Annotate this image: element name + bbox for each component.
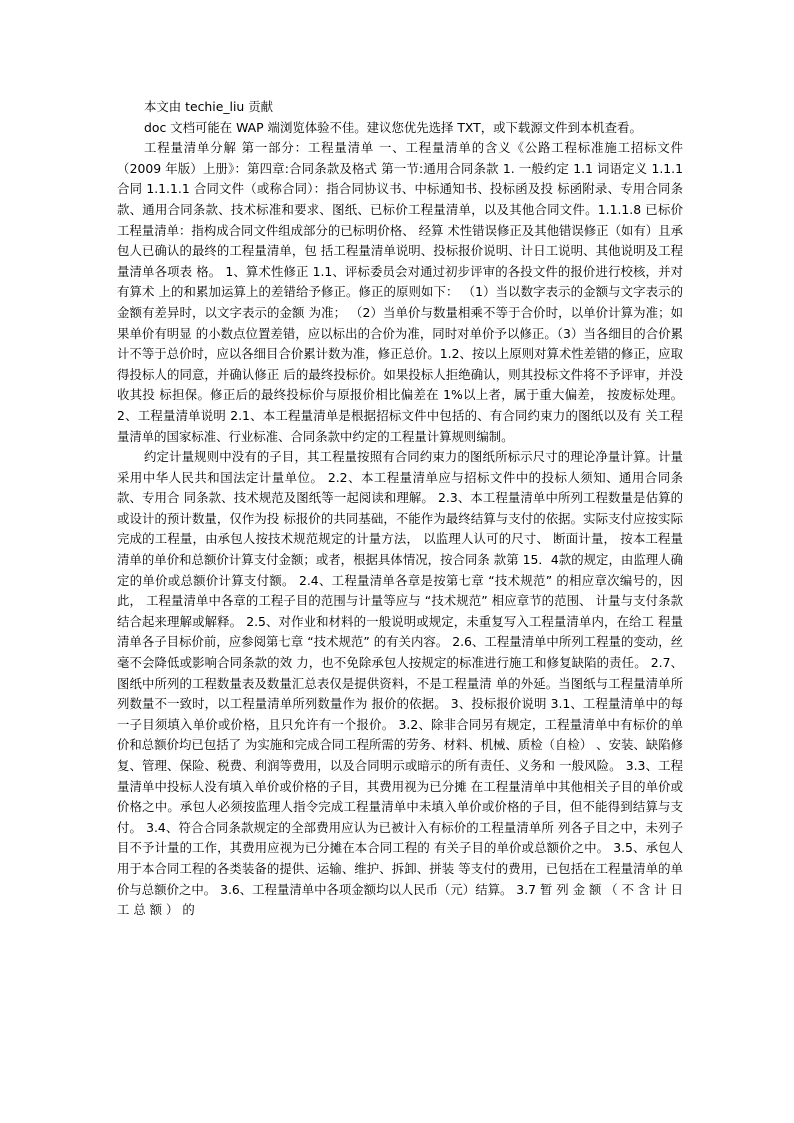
body-paragraph: 工程量清单分解 第一部分：工程量清单 一、工程量清单的含义《公路工程标准施工招标文件（2009 年版）上册》：第四章:合同条款及格式 第一节:通用合同条款 1. 一般约定 1.1 词语定义 1.1.1 合同 1.1.1.1 合同文件（或称合同）：指合同协议书、中标通知书、投标函及投 标函附录、专用合同条款、通用合同条款、技术标准和要求、图纸、已标价工程量清单，以及其他合同文件。1.1.1.8 已标价工程量清单：指构成合同文件组成部分的已标明价格、 经算 术性错误修正及其他错误修正（如有）且承包人已确认的最终的工程量清单，包 括工程量清单说明、投标报价说明、计日工说明、其他说明及工程量清单各项表 格。 1、算术性修正 1.1、评标委员会对通过初步评审的各投文件的报价进行校核，并对有算术 上的和累加运算上的差错给予修正。修正的原则如下： （1）当以数字表示的金额与文字表示的金额有差异时，以文字表示的金额 为准； （2）当单价与数量相乘不等于合价时，以单价计算为准；如果单价有明显 的小数点位置差错，应以标出的合价为准，同时对单价予以修正。（3）当各细目的合价累计不等于总价时，应以各细目合价累计数为准，修正总价。1.2、按以上原则对算术性差错的修正，应取得投标人的同意，并确认修正 后的最终投标价。如果投标人拒绝确认，则其投标文件将不予评审，并没收其投 标担保。修正后的最终投标价与原报价相比偏差在 1%以上者，属于重大偏差， 按废标处理。 2、工程量清单说明 2.1、本工程量清单是根据招标文件中包括的、有合同约束力的图纸以及有 关工程量清单的国家标准、行业标准、合同条款中约定的工程量计算规则编制。 — [117, 140, 683, 444]
document-body — [117, 97, 683, 921]
format-notice: doc 文档可能在 WAP 端浏览体验不佳。建议您优先选择 TXT，或下载源文件到本机查看。 — [144, 119, 642, 135]
body-paragraph: 约定计量规则中没有的子目，其工程量按照有合同约束力的图纸所标示尺寸的理论净量计算。计量采用中华人民共和国法定计量单位。 2.2、本工程量清单应与招标文件中的投标人须知、通用合同条款、专用合 同条款、技术规范及图纸等一起阅读和理解。 2.3、本工程量清单中所列工程数量是估算的或设计的预计数量，仅作为投 标报价的共同基础，不能作为最终结算与支付的依据。实际支付应按实际完成的工程量，由承包人按技术规范规定的计量方法， 以监理人认可的尺寸、 断面计量， 按本工程量清单的单价和总额价计算支付金额；或者，根据具体情况，按合同条 款第 15．4款的规定，由监理人确定的单价或总额价计算支付额。 2.4、工程量清单各章是按第七章 “技术规范” 的相应章次编号的，因此， 工程量清单中各章的工程子目的范围与计量等应与 “技术规范” 相应章节的范围、 计量与支付条款结合起来理解或解释。 2.5、对作业和材料的一般说明或规定，未重复写入工程量清单内，在给工 程量清单各子目标价前，应参阅第七章 “技术规范” 的有关内容。 2.6、工程量清单中所列工程量的变动，丝毫不会降低或影响合同条款的效 力，也不免除承包人按规定的标准进行施工和修复缺陷的责任。 2.7、图纸中所列的工程数量表及数量汇总表仅是提供资料，不是工程量清 单的外延。当图纸与工程量清单所列数量不一致时，以工程量清单所列数量作为 报价的依据。 3、投标报价说明 3.1、工程量清单中的每一子目须填入单价或价格，且只允许有一个报价。 3.2、除非合同另有规定，工程量清单中有标价的单价和总额价均已包括了 为实施和完成合同工程所需的劳务、材料、机械、质检（自检） 、安装、缺陷修 复、管理、保险、税费、利润等费用，以及合同明示或暗示的所有责任、义务和 一般风险。 3.3、工程量清单中投标人没有填入单价或价格的子目，其费用视为已分摊 在工程量清单中其他相关子目的单价或价格之中。承包人必须按监理人指令完成工程量清单中未填入单价或价格的子目，但不能得到结算与支付。 3.4、符合合同条款规定的全部费用应认为已被计入有标价的工程量清单所 列各子目之中，未列子目不予计量的工作，其费用应视为已分摊在本合同工程的 有关子目的单价或总额价之中。 3.5、承包人用于本合同工程的各类装备的提供、运输、维护、拆卸、拼装 等支付的费用，已包括在工程量清单的单价与总额价之中。 3.6、工程量清单中各项金额均以人民币（元）结算。 3.7 暂 列 金 额 （ 不 含 计 日 工 总 额 ） 的 — [117, 449, 683, 918]
contributor-line: 本文由 techie_liu 贡献 — [144, 99, 273, 114]
